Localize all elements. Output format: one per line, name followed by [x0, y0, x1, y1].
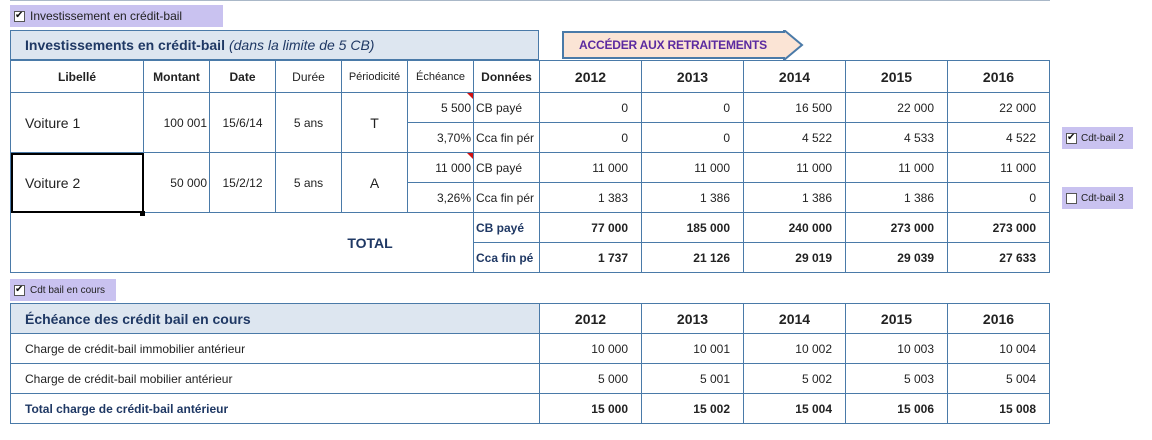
libelle-cell-selected[interactable]: Voiture 2: [11, 153, 144, 213]
value-cell[interactable]: 5 001: [642, 364, 744, 394]
checkbox-icon[interactable]: [1066, 193, 1077, 204]
value-cell: 0: [642, 123, 744, 153]
total-row: [11, 394, 1050, 424]
table-row: [11, 153, 1050, 183]
date-cell[interactable]: 15/6/14: [210, 93, 276, 153]
cdt-bail-en-cours-checkbox[interactable]: [10, 279, 116, 301]
value-cell: 11 000: [948, 153, 1050, 183]
year-2015: 2015: [846, 61, 948, 93]
taux-cell[interactable]: 3,70%: [408, 123, 474, 153]
row-label: Charge de crédit-bail immobilier antérieur: [11, 334, 540, 364]
date-cell[interactable]: 15/2/12: [210, 153, 276, 213]
value-cell: 1 383: [540, 183, 642, 213]
value-cell: 11 000: [642, 153, 744, 183]
table-row: [11, 364, 1050, 394]
total-cell: 27 633: [948, 243, 1050, 273]
section1-title-text: Investissements en crédit-bail: [25, 37, 225, 53]
checkbox-icon[interactable]: [1066, 133, 1077, 144]
value-cell: 4 533: [846, 123, 948, 153]
total-cell: 15 002: [642, 394, 744, 424]
value-cell[interactable]: 10 004: [948, 334, 1050, 364]
value-cell: 0: [540, 123, 642, 153]
investissement-checkbox-label: Investissement en crédit-bail: [30, 9, 183, 23]
year-2014: 2014: [744, 61, 846, 93]
cdt-bail-en-cours-label: Cdt bail en cours: [30, 284, 106, 296]
cdt-bail-3-label: Cdt-bail 3: [1081, 192, 1124, 204]
value-cell: 11 000: [846, 153, 948, 183]
col-libelle: Libellé: [11, 61, 144, 93]
total-cell: 273 000: [846, 213, 948, 243]
donnees-cell: CB payé: [474, 153, 540, 183]
value-cell: 1 386: [846, 183, 948, 213]
echeance-cell[interactable]: 5 500: [408, 93, 474, 123]
value-cell: 1 386: [642, 183, 744, 213]
table-row: [11, 334, 1050, 364]
montant-cell[interactable]: 100 001: [144, 93, 210, 153]
value-cell: 11 000: [744, 153, 846, 183]
total-cell: 273 000: [948, 213, 1050, 243]
total-cell: 21 126: [642, 243, 744, 273]
total-cell: 15 006: [846, 394, 948, 424]
value-cell[interactable]: 5 004: [948, 364, 1050, 394]
col-montant: Montant: [144, 61, 210, 93]
donnees-cell: Cca fin pér: [474, 183, 540, 213]
value-cell[interactable]: 10 003: [846, 334, 948, 364]
cdt-bail-2-checkbox[interactable]: [1062, 127, 1133, 149]
year-2014: 2014: [744, 304, 846, 334]
section2-title: Échéance des crédit bail en cours: [11, 304, 540, 334]
taux-cell[interactable]: 3,26%: [408, 183, 474, 213]
value-cell: 0: [948, 183, 1050, 213]
section1-title: [10, 30, 539, 60]
total-label: TOTAL: [11, 213, 474, 273]
acceder-retraitements-button[interactable]: [562, 30, 804, 60]
total-cell: 185 000: [642, 213, 744, 243]
value-cell: 11 000: [540, 153, 642, 183]
selection-fill-handle[interactable]: [140, 211, 145, 216]
table-row: [11, 93, 1050, 123]
value-cell[interactable]: 5 002: [744, 364, 846, 394]
checkbox-icon[interactable]: [14, 11, 25, 22]
donnees-cell: Cca fin pér: [474, 123, 540, 153]
year-2013: 2013: [642, 304, 744, 334]
value-cell[interactable]: 5 000: [540, 364, 642, 394]
table-header-row: [11, 304, 1050, 334]
value-cell[interactable]: 10 001: [642, 334, 744, 364]
table-header-row: [11, 61, 1050, 93]
value-cell: 1 386: [744, 183, 846, 213]
year-2013: 2013: [642, 61, 744, 93]
checkbox-icon[interactable]: [14, 285, 25, 296]
total-cb-label: CB payé: [474, 213, 540, 243]
total-cell: 15 004: [744, 394, 846, 424]
top-rule: [10, 0, 1050, 1]
value-cell[interactable]: 10 002: [744, 334, 846, 364]
periodicite-cell[interactable]: T: [342, 93, 408, 153]
total-cell: 29 019: [744, 243, 846, 273]
total-cell: 240 000: [744, 213, 846, 243]
acceder-retraitements-label: ACCÉDER AUX RETRAITEMENTS: [579, 38, 767, 52]
total-cell: 1 737: [540, 243, 642, 273]
total-cell: 29 039: [846, 243, 948, 273]
section1-subtitle: (dans la limite de 5 CB): [228, 37, 375, 53]
echeance-cell[interactable]: 11 000: [408, 153, 474, 183]
row-label: Charge de crédit-bail mobilier antérieur: [11, 364, 540, 394]
investments-table: [10, 60, 1050, 273]
col-duree: Durée: [276, 61, 342, 93]
total-cell: 15 000: [540, 394, 642, 424]
col-donnees: Données: [474, 61, 540, 93]
total-row: [11, 213, 1050, 243]
total-cell: 77 000: [540, 213, 642, 243]
year-2012: 2012: [540, 304, 642, 334]
year-2016: 2016: [948, 61, 1050, 93]
value-cell: 22 000: [846, 93, 948, 123]
total-cca-label: Cca fin pé: [474, 243, 540, 273]
libelle-cell[interactable]: Voiture 1: [11, 93, 144, 153]
donnees-cell: CB payé: [474, 93, 540, 123]
duree-cell[interactable]: 5 ans: [276, 93, 342, 153]
value-cell: 0: [642, 93, 744, 123]
value-cell: 22 000: [948, 93, 1050, 123]
col-echeance: Échéance: [408, 61, 474, 93]
montant-cell[interactable]: 50 000: [144, 153, 210, 213]
investissement-checkbox[interactable]: [10, 5, 223, 27]
year-2015: 2015: [846, 304, 948, 334]
value-cell[interactable]: 5 003: [846, 364, 948, 394]
total-cell: 15 008: [948, 394, 1050, 424]
row-label: Total charge de crédit-bail antérieur: [11, 394, 540, 424]
value-cell: 4 522: [948, 123, 1050, 153]
cdt-bail-3-checkbox[interactable]: [1062, 187, 1133, 209]
col-periodicite: Périodicité: [342, 61, 408, 93]
value-cell[interactable]: 10 000: [540, 334, 642, 364]
duree-cell[interactable]: 5 ans: [276, 153, 342, 213]
year-2012: 2012: [540, 61, 642, 93]
year-2016: 2016: [948, 304, 1050, 334]
value-cell: 16 500: [744, 93, 846, 123]
value-cell: 4 522: [744, 123, 846, 153]
cdt-bail-2-label: Cdt-bail 2: [1081, 132, 1124, 144]
value-cell: 0: [540, 93, 642, 123]
col-date: Date: [210, 61, 276, 93]
echeance-table: [10, 303, 1050, 424]
periodicite-cell[interactable]: A: [342, 153, 408, 213]
